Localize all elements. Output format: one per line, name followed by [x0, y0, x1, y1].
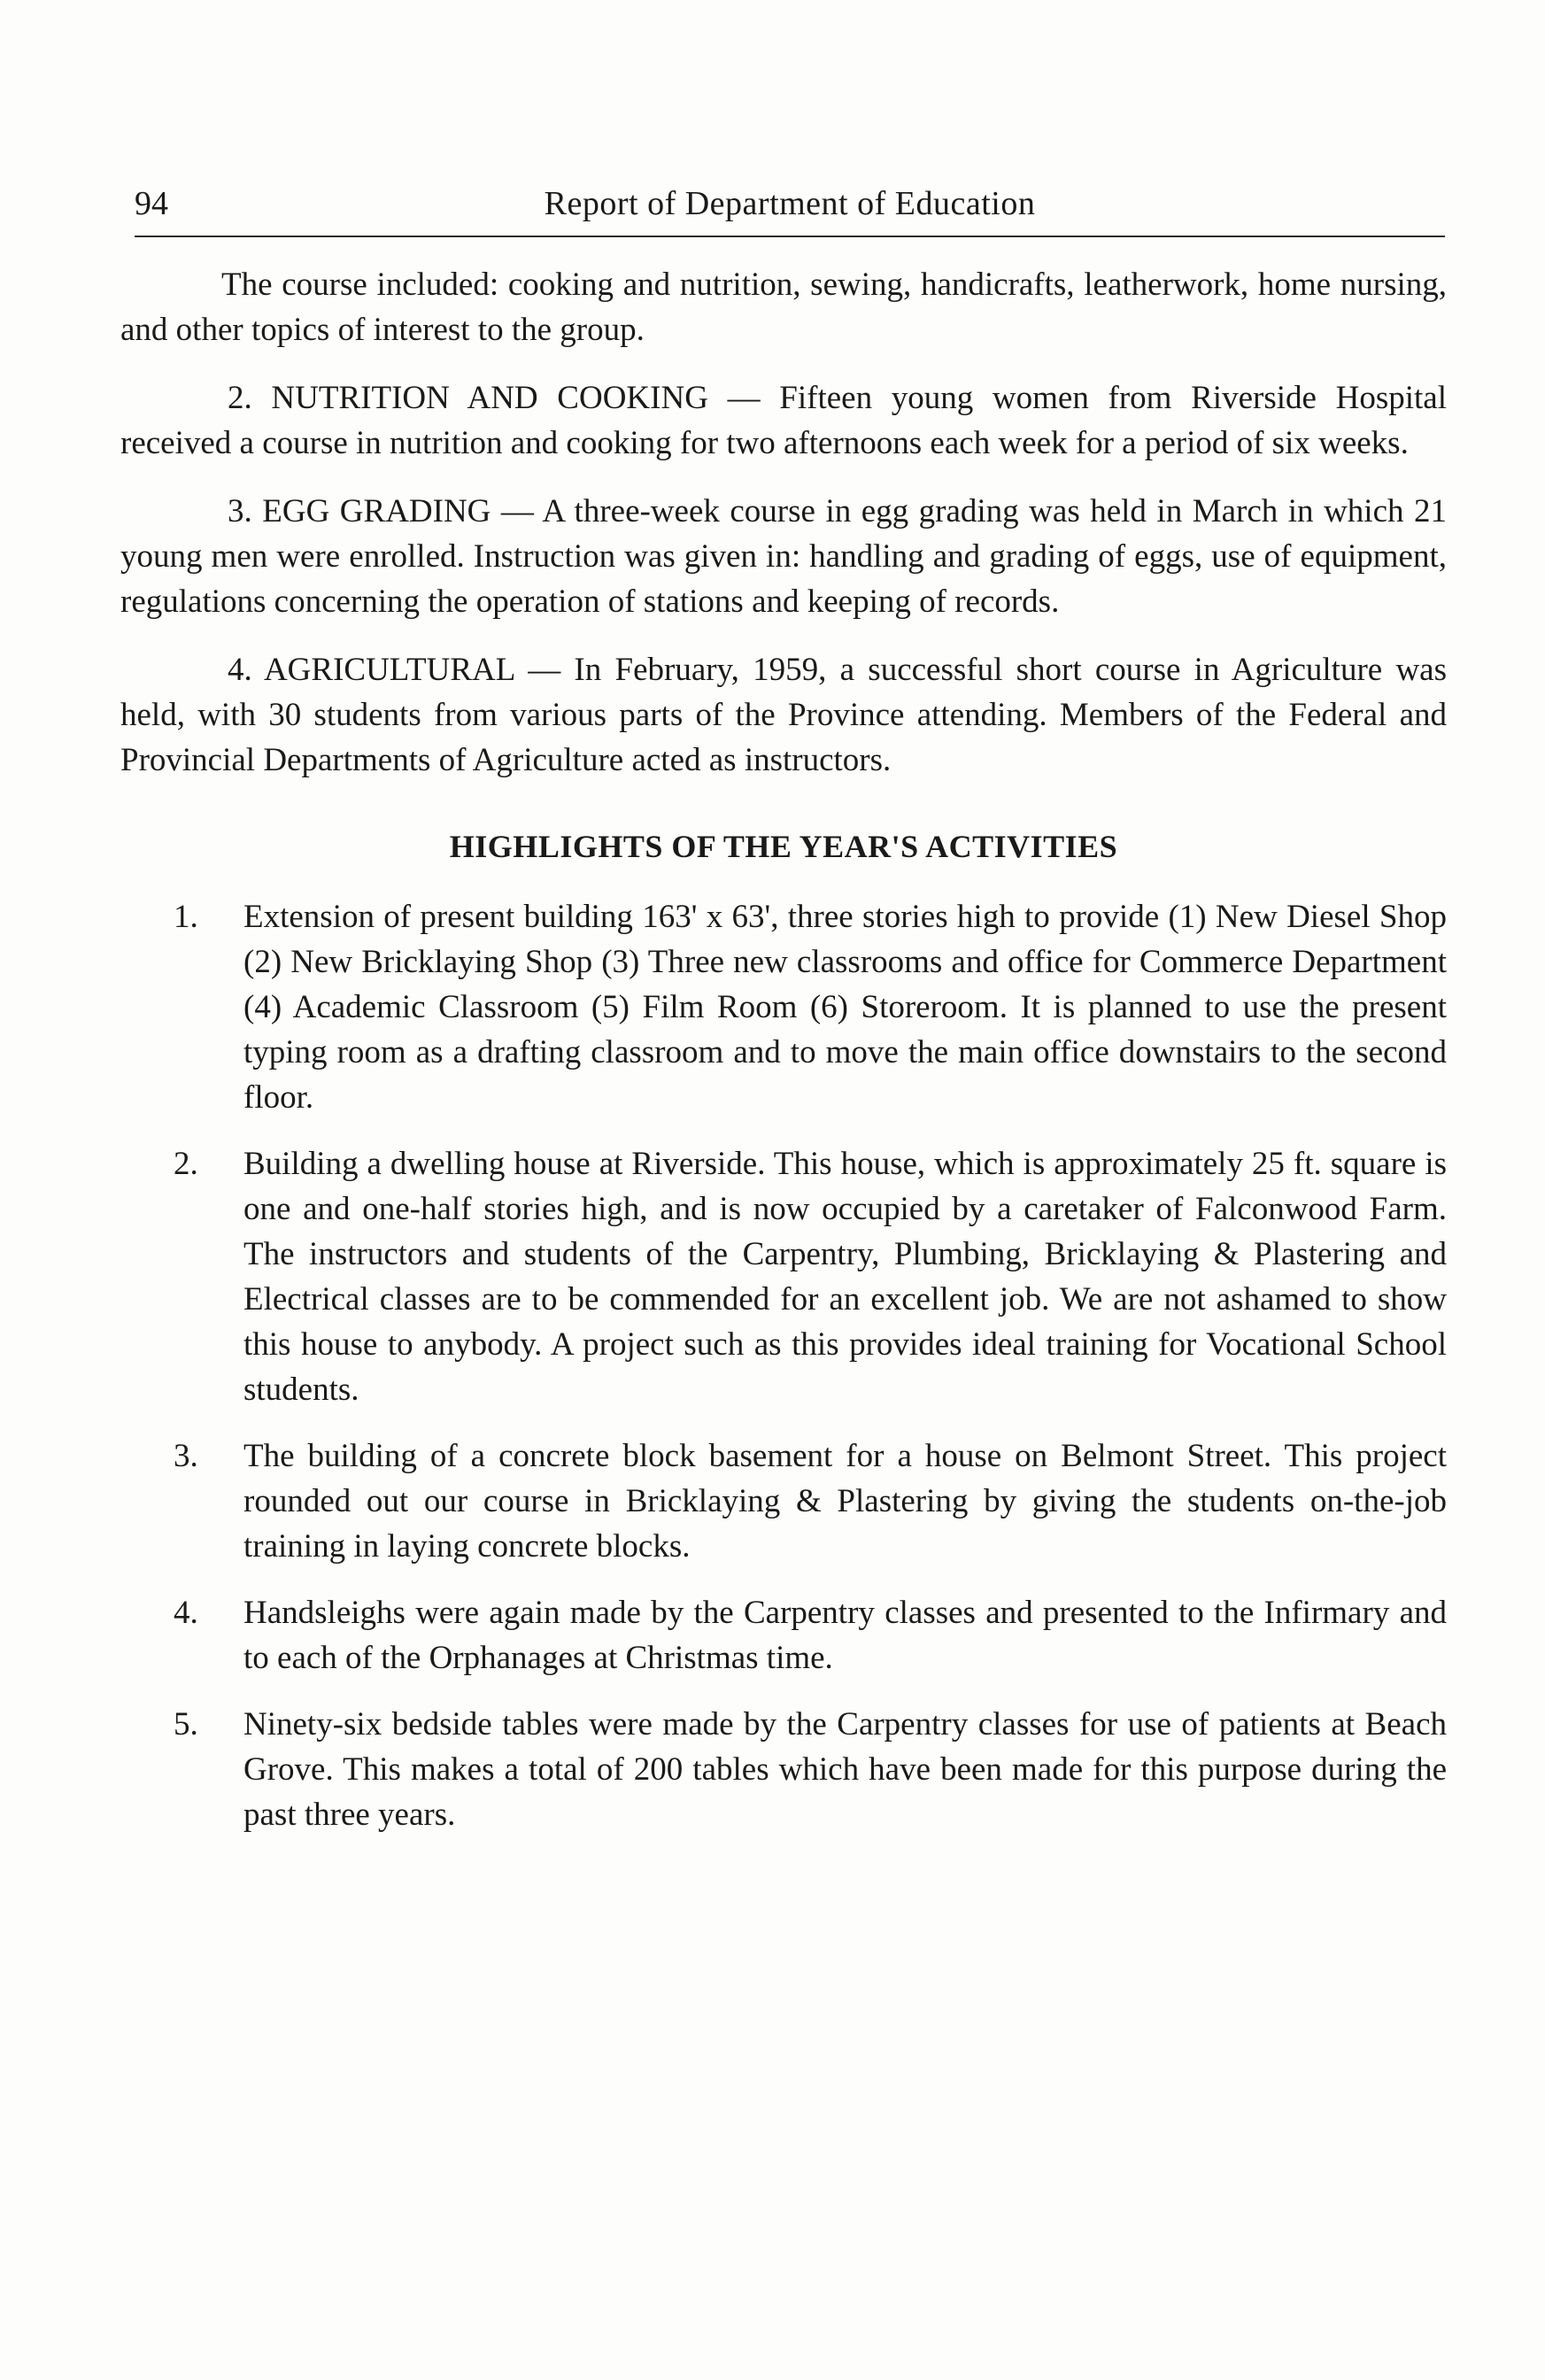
body-text: [120, 262, 1447, 1858]
header-rule: [135, 236, 1445, 237]
paragraph-nutrition-and-cooking: 2. NUTRITION AND COOKING — Fifteen young women from Riverside Hospital received a course in nutrition and cooking for two afternoons each week for a period of six weeks.: [120, 380, 1447, 461]
highlight-item: [120, 1590, 1447, 1681]
highlight-number: 1.: [174, 899, 198, 935]
highlight-number: 5.: [174, 1706, 198, 1742]
paragraph-agricultural: 4. AGRICULTURAL — In February, 1959, a successful short course in Agriculture was held, with 30 students from various parts of the Province attending. Members of the Federal and Provincial Departments of Agriculture acted as instructors.: [120, 652, 1447, 778]
highlight-item: [120, 1141, 1447, 1412]
highlight-text: Building a dwelling house at Riverside. This house, which is approximately 25 ft. square is one and one-half stories high, and is now occupied by a caretaker of Falconwood Farm. The instructors and students of the Carpentry, Plumbing, Bricklaying & Plastering and Electrical classes are to be commended for an excellent job. We are not ashamed to show this house to anybody. A project such as this provides ideal training for Vocational School students.: [243, 1146, 1447, 1408]
highlight-text: Extension of present building 163' x 63', three stories high to provide (1) New Diesel Shop (2) New Bricklaying Shop (3) Three new classrooms and office for Commerce Department (4) Academic Classroom (5) Film Room (6) Storeroom. It is planned to use the present typing room as a drafting classroom and to move the main office downstairs to the second floor.: [243, 899, 1447, 1116]
page-header: [135, 177, 1445, 230]
highlights-list: [120, 894, 1447, 1837]
highlight-item: [120, 1433, 1447, 1569]
highlight-text: The building of a concrete block basement for a house on Belmont Street. This project rounded out our course in Bricklaying & Plastering by giving the students on-the-job training in laying concrete blocks.: [243, 1438, 1447, 1565]
section-heading-highlights: HIGHLIGHTS OF THE YEAR'S ACTIVITIES: [449, 829, 1118, 864]
highlight-item: [120, 894, 1447, 1120]
highlight-number: 4.: [174, 1595, 198, 1631]
highlight-number: 2.: [174, 1146, 198, 1182]
paragraph-egg-grading: 3. EGG GRADING — A three-week course in egg grading was held in March in which 21 young men were enrolled. Instruction was given in: handling and grading of eggs, use of equipment, regulations concerning the operation of stations and keeping of records.: [120, 493, 1447, 620]
highlight-text: Ninety-six bedside tables were made by the Carpentry classes for use of patients at Beach Grove. This makes a total of 200 tables which have been made for this purpose during the past three years.: [243, 1706, 1447, 1833]
paragraph-course-included: The course included: cooking and nutrition, sewing, handicrafts, leatherwork, home nursing, and other topics of interest to the group.: [120, 267, 1447, 348]
highlight-number: 3.: [174, 1438, 198, 1474]
running-title: Report of Department of Education: [544, 185, 1036, 222]
highlight-item: [120, 1702, 1447, 1837]
highlight-text: Handsleighs were again made by the Carpentry classes and presented to the Infirmary and to each of the Orphanages at Christmas time.: [243, 1595, 1447, 1676]
page-number: 94: [135, 185, 168, 222]
